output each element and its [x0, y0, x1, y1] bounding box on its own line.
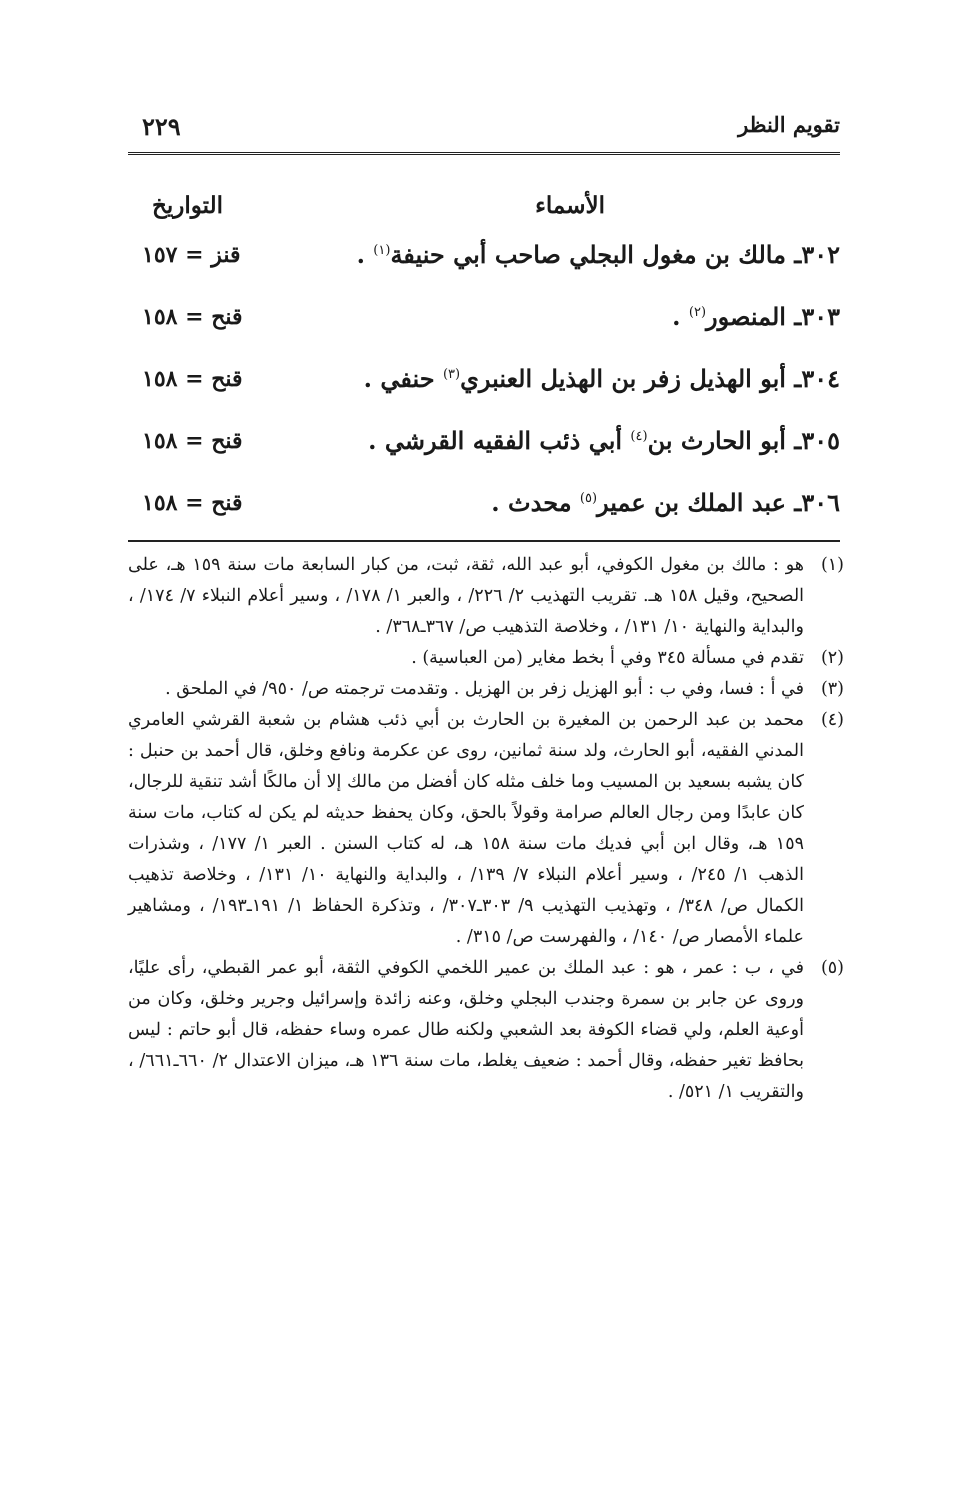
footnote-marker: (٤) — [630, 429, 648, 444]
footnotes — [128, 550, 844, 1108]
entry-name: ٣٠٤ـ أبو الهذيل زفر بن الهذيل العنبري$^{(٣)}$ حنفي . — [363, 364, 840, 393]
book-title: تقويم النظر — [738, 112, 840, 137]
footnote — [128, 550, 844, 643]
names-column-header: الأسماء — [535, 192, 605, 219]
footnote-marker: (٢) — [688, 305, 707, 320]
footnote-number: (٣) — [820, 679, 844, 699]
entry-name: ٣٠٢ـ مالك بن مغول البجلي صاحب أبي حنيفة$^{(١)}$ . — [356, 240, 840, 269]
footnote-text: تقدم في مسألة ٣٤٥ وفي أ بخط مغاير (من العباسية) . — [411, 648, 804, 668]
entry-row — [128, 422, 840, 484]
entry-row — [128, 236, 840, 298]
footnote-separator — [128, 540, 840, 542]
entry-name: ٣٠٥ـ أبو الحارث بن$^{(٤)}$ أبي ذئب الفقيه القرشي . — [368, 426, 840, 455]
entry-name: ٣٠٦ـ عبد الملك بن عمير$^{(٥)}$ محدث . — [491, 488, 840, 517]
footnote-text: محمد بن عبد الرحمن بن المغيرة بن الحارث بن أبي ذئب هشام بن شعبة القرشي العامري المدني الفقيه، أبو الحارث، ولد سنة ثمانين، روى عن عكرمة ونافع وخلق، قال أحمد بن حنبل : كان يشبه بسعيد بن المسيب وما خلف مثله كان أفضل من مالك إلا أن مالكًا أشد تنقية للرجال، كان عابدًا ومن رجال العالم صرامة وقولاً بالحق، وكان يحفظ حديثه لم يكن له كتاب، مات سنة ١٥٩ هـ، وقال ابن أبي فديك مات سنة ١٥٨ هـ، له كتاب السنن . العبر ١/ ١٧٧/ ، وشذرات الذهب ١/ ٢٤٥/ ، وسير أعلام النبلاء ٧/ ١٣٩/ ، والبداية والنهاية ١٠/ ١٣١/ ، وخلاصة تذهيب الكمال ص/ ٣٤٨/ ، وتهذيب التهذيب ٩/ ٣٠٣ـ٣٠٧/ ، وتذكرة الحفاظ ١/ ١٩١ـ١٩٣/ ، ومشاهير علماء الأمصار ص/ ١٤٠/ ، والفهرست ص/ ٣١٥/ . — [128, 710, 804, 947]
entry-date: قنح = ١٥٨ — [142, 366, 243, 392]
footnote-text: في ، ب : عمر ، هو : عبد الملك بن عمير اللخمي الكوفي الثقة، أبو عمر القبطي، رأى عليًا، وروى عن جابر بن سمرة وجندب البجلي وخلق، وعنه زائدة وإسرائيل وجرير وخلق، وكان من أوعية العلم، ولي قضاء الكوفة بعد الشعبي ولكنه طال عمره وساء حفظه، قال أبو حاتم : ليس بحافظ تغير حفظه، وقال أحمد : ضعيف يغلط، مات سنة ١٣٦ هـ، ميزان الاعتدال ٢/ ٦٦٠ـ٦٦١/ ، والتقريب ١/ ٥٢١/ . — [128, 958, 805, 1102]
footnote-number: (٢) — [820, 648, 844, 668]
entry-row — [128, 298, 840, 360]
entry-date: قنح = ١٥٨ — [142, 490, 243, 516]
column-headers — [128, 192, 840, 232]
footnote-number: (٤) — [820, 710, 844, 730]
entry-row — [128, 484, 840, 546]
entry-row — [128, 360, 840, 422]
entries-list — [128, 236, 840, 546]
footnote-marker: (٥) — [579, 491, 598, 506]
page-number: ٢٢٩ — [142, 112, 181, 141]
footnote-text: هو : مالك بن مغول الكوفي، أبو عبد الله، ثقة، ثبت، من كبار السابعة مات سنة ١٥٩ هـ، على الصحيح، وقيل ١٥٨ هـ. تقريب التهذيب ٢/ ٢٢٦/ ، والعبر ١/ ١٧٨/ ، وسير أعلام النبلاء ٧/ ١٧٤/ ، والبداية والنهاية ١٠/ ١٣١/ ، وخلاصة التذهيب ص/ ٣٦٧ـ٣٦٨/ . — [128, 555, 805, 637]
footnote-number: (١) — [820, 555, 844, 575]
footnote — [128, 643, 844, 674]
footnote-number: (٥) — [820, 958, 844, 978]
header-rule — [128, 152, 840, 155]
entry-date: قنز = ١٥٧ — [142, 242, 241, 268]
footnote — [128, 953, 844, 1108]
footnote-text: في أ : فسا، وفي ب : أبو الهزيل زفر بن الهزيل . وتقدمت ترجمته ص/ ٩٥٠/ في الملحق . — [165, 679, 804, 699]
entry-date: قنح = ١٥٨ — [142, 304, 243, 330]
footnote — [128, 674, 844, 705]
running-header — [128, 112, 840, 152]
entry-date: قنح = ١٥٨ — [142, 428, 243, 454]
footnote-marker: (١) — [373, 243, 391, 258]
dates-column-header: التواريخ — [152, 192, 223, 219]
footnote — [128, 705, 844, 953]
entry-name: ٣٠٣ـ المنصور$^{(٢)}$ . — [672, 302, 840, 331]
footnote-marker: (٣) — [442, 367, 461, 382]
